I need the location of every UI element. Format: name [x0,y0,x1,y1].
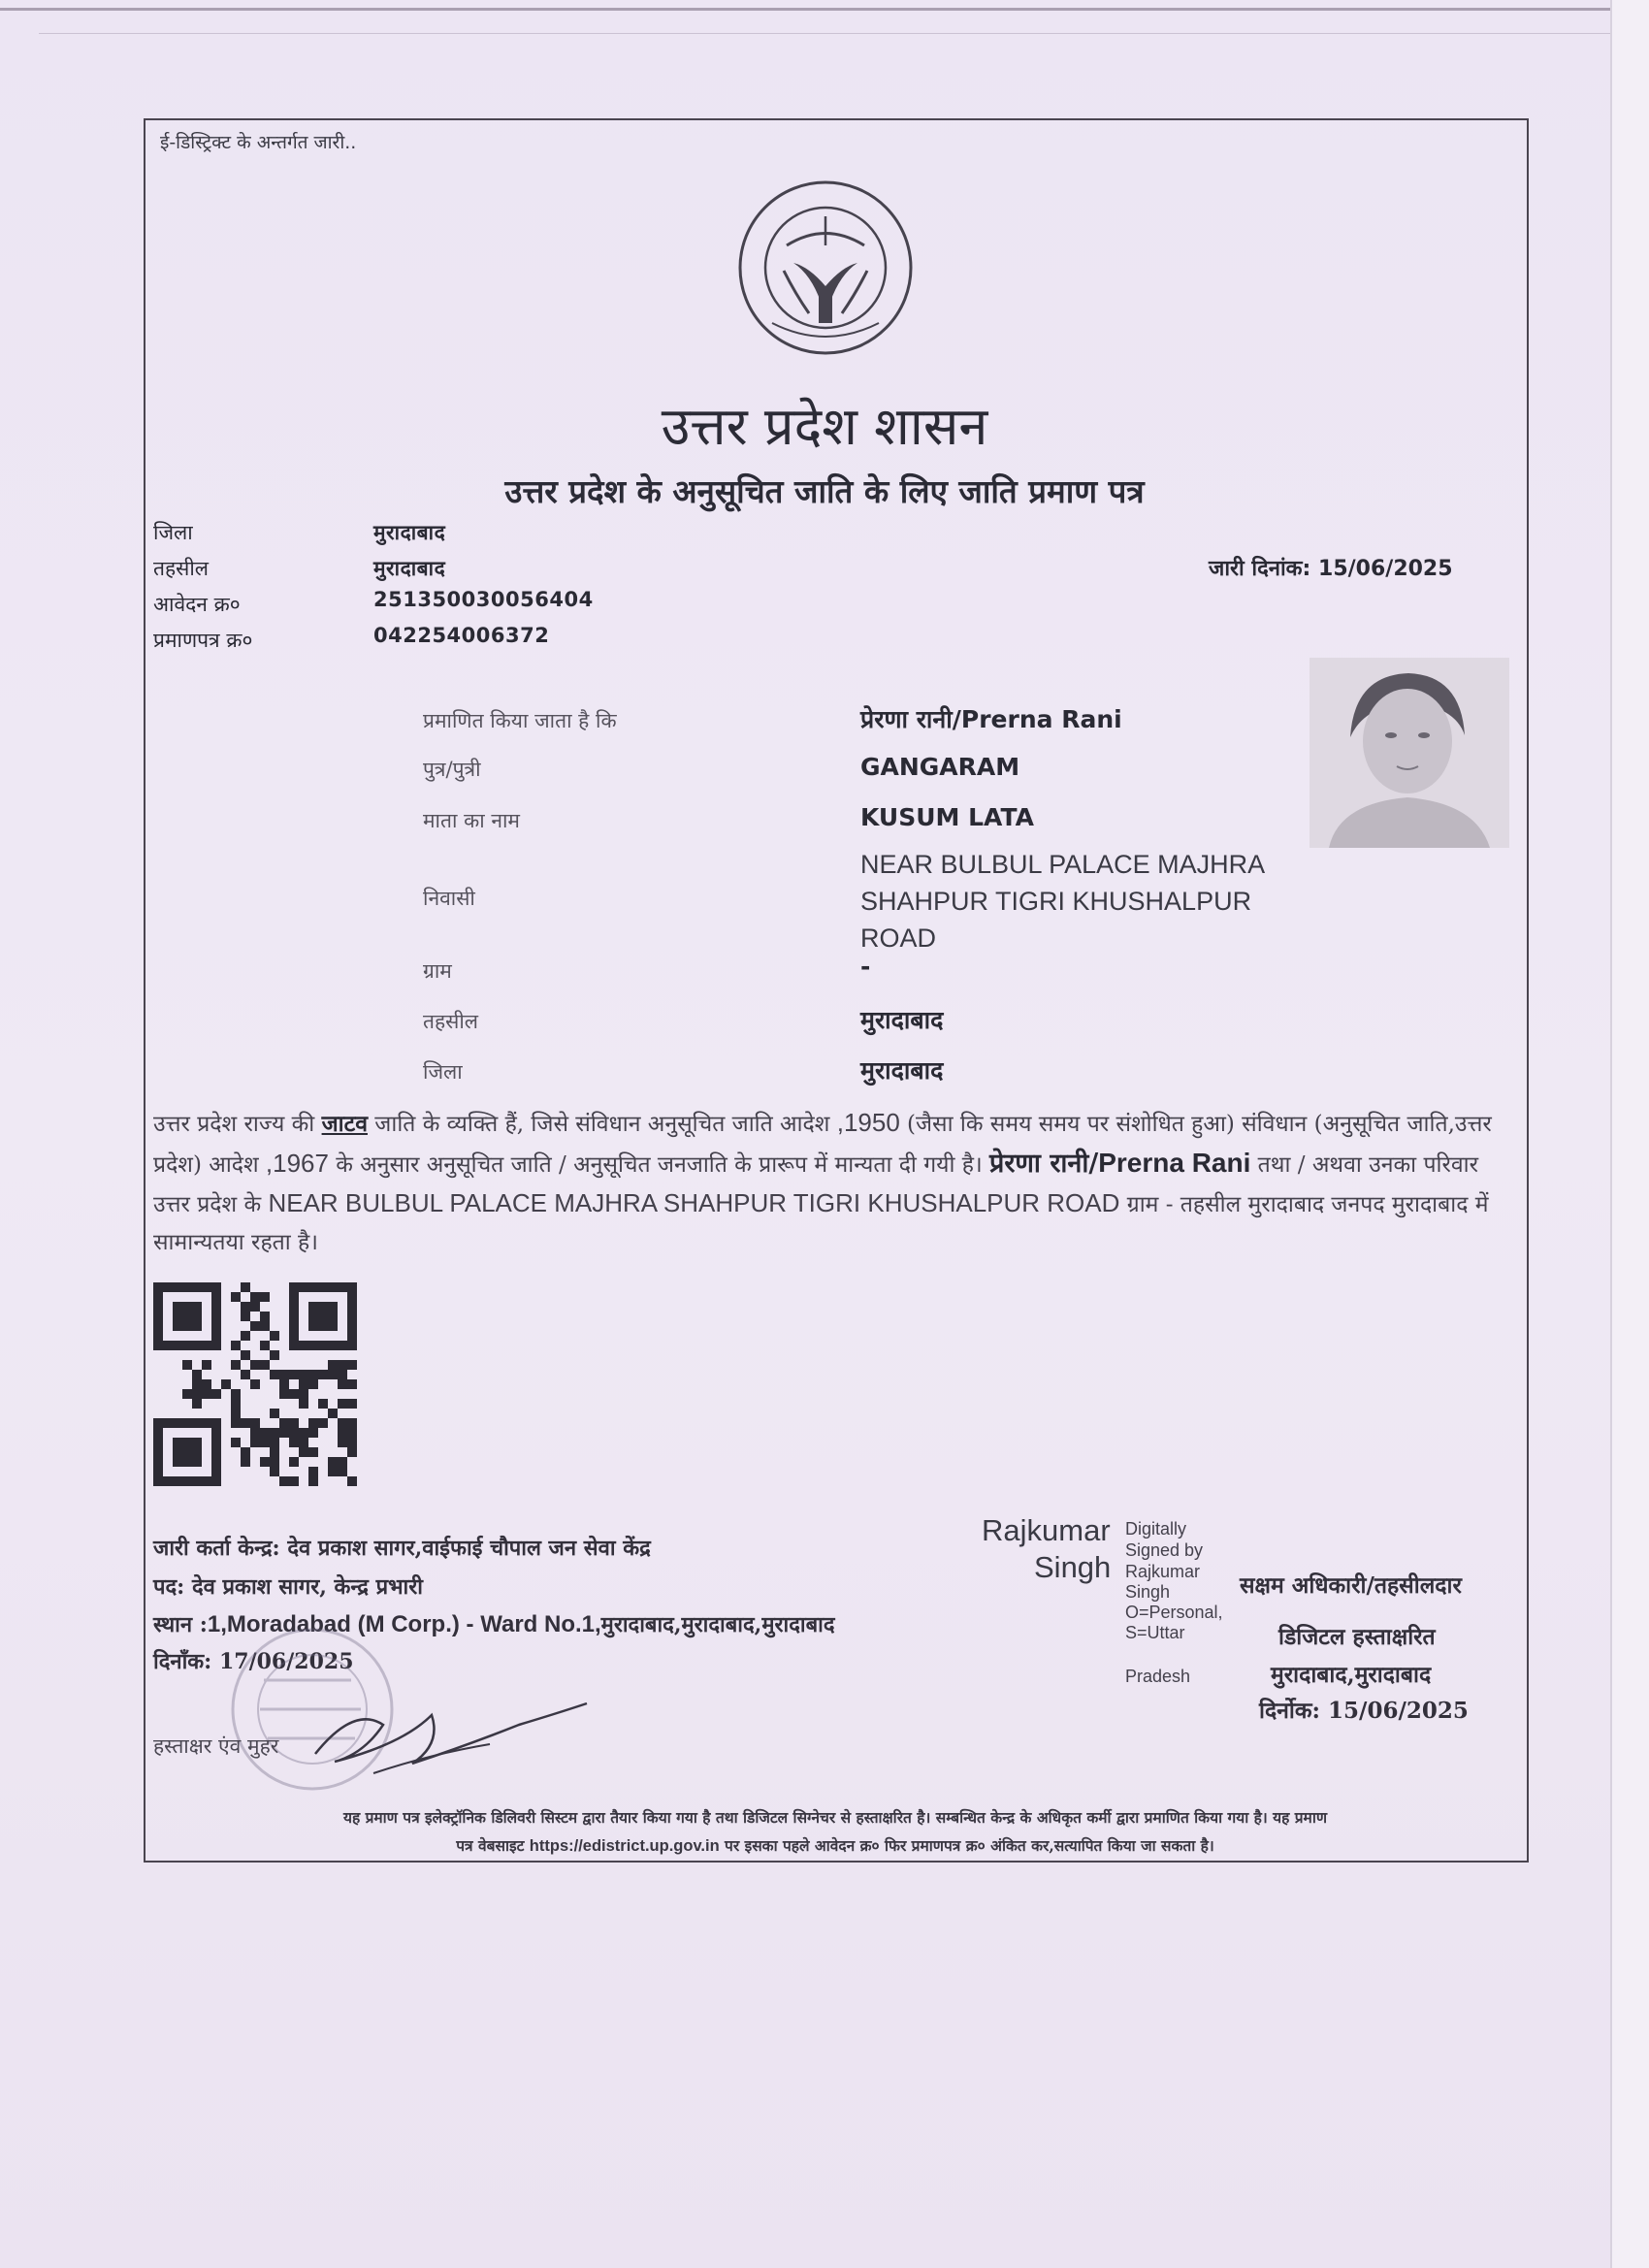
issuer-place-ward: 1,Moradabad (M Corp.) - Ward No.1, [207,1611,601,1637]
district-value: मुरादाबाद [860,1056,944,1085]
statement-name-hindi: प्रेरणा रानी/ [989,1149,1099,1179]
statement-part-7: तथा / अथवा उनका परिवार उत्तर प्रदेश के [153,1152,1479,1217]
meta-application-no-value: 251350030056404 [373,588,594,611]
statement-year-1950: ,1950 [836,1108,908,1137]
digital-sign-meta-6: S=Uttar [1125,1623,1185,1642]
officer-title: सक्षम अधिकारी/तहसीलदार [1240,1572,1462,1599]
meta-district-label: जिला [153,521,193,544]
resident-label: निवासी [423,887,475,910]
verification-qr-code[interactable] [152,1282,358,1486]
footer-line2-end: पर इसका पहले आवेदन क्र० फिर प्रमाणपत्र क्र० अंकित कर,सत्यापित किया जा सकता है। [719,1836,1214,1855]
verification-url-link[interactable]: https://edistrict.up.gov.in [529,1837,720,1855]
issuer-place-district: मुरादाबाद,मुरादाबाद,मुरादाबाद [600,1612,835,1637]
meta-certificate-no-value: 042254006372 [373,624,550,647]
meta-district-value: मुरादाबाद [373,521,446,544]
caste-name: जाटव [321,1111,368,1137]
portrait-icon [1310,658,1509,848]
statement-part-1: उत्तर प्रदेश राज्य की [153,1112,322,1137]
footer-disclaimer-line2 [146,1834,1525,1856]
meta-certificate-no-label: प्रमाणपत्र क्र० [153,629,253,652]
issuer-post: पद: देव प्रकाश सागर, केन्द्र प्रभारी [153,1574,423,1600]
digital-sign-meta-5: O=Personal, [1125,1603,1223,1622]
scan-right-margin [1610,0,1649,2268]
statement-part-8: ग्राम - तहसील मुरादाबाद जनपद मुरादाबाद में सामान्यतया रहता है। [153,1192,1489,1255]
digital-sign-meta-7: Pradesh [1125,1667,1191,1686]
tehsil-label: तहसील [423,1010,478,1033]
child-of-label: पुत्र/पुत्री [423,758,481,781]
statement-part-4: (जैसा कि समय समय पर संशोधित हुआ) संविधान (अनुसूचित जाति,उत्तर प्रदेश) आदेश [153,1112,1492,1178]
statement-person-name [989,1149,1250,1179]
village-label: ग्राम [423,959,452,983]
mother-name: KUSUM LATA [860,803,1034,831]
up-government-emblem-icon [735,178,916,358]
scan-edge-line [0,8,1649,11]
government-heading: उत्तर प्रदेश शासन [661,396,988,457]
certificate-title: उत्तर प्रदेश के अनुसूचित जाति के लिए जाति प्रमाण पत्र [504,472,1145,510]
digital-sign-meta-1: Digitally [1125,1519,1187,1539]
officer-sign-date: दिर्नोक: 15/06/2025 [1259,1698,1469,1724]
handwritten-signature-icon [296,1686,606,1793]
digital-signer-name-first: Rajkumar [982,1513,1111,1547]
district-label: जिला [423,1060,463,1084]
issuer-place-label: स्थान : [153,1612,208,1637]
certificate-frame [144,118,1529,1863]
statement-name-english: Prerna Rani [1098,1148,1251,1178]
digital-signer-name-last: Singh [1034,1550,1112,1584]
resident-address: NEAR BULBUL PALACE MAJHRA SHAHPUR TIGRI KHUSHALPUR ROAD [860,850,1264,953]
meta-tehsil-label: तहसील [153,557,209,580]
statement-part-6: के अनुसार अनुसूचित जाति / अनुसूचित जनजाति के प्रारूप में मान्यता दी गयी है। [336,1152,989,1178]
issuing-center: जारी कर्ता केन्द्र: देव प्रकाश सागर,वाईफाई चौपाल जन सेवा केंद्र [153,1536,651,1561]
issue-date: जारी दिनांक: 15/06/2025 [1209,557,1453,581]
scan-edge-line-2 [39,33,1649,34]
digitally-signed-label: डिजिटल हस्ताक्षरित [1278,1624,1436,1650]
officer-place: मुरादाबाद,मुरादाबाद [1271,1662,1432,1688]
meta-application-no-label: आवेदन क्र० [153,593,241,616]
statement-address: NEAR BULBUL PALACE MAJHRA SHAHPUR TIGRI KHUSHALPUR ROAD [268,1188,1120,1217]
meta-tehsil-value: मुरादाबाद [373,557,446,580]
issued-under-edistrict: ई-डिस्ट्रिक्ट के अन्तर्गत जारी.. [160,132,357,153]
certificate-statement [153,1104,1506,1262]
certified-name: प्रेरणा रानी/Prerna Rani [860,705,1122,733]
issuer-date: दिनाँक: 17/06/2025 [153,1649,354,1674]
statement-part-2: जाति के व्यक्ति हैं, जिसे संविधान अनुसूचित जाति आदेश [367,1112,837,1137]
footer-disclaimer-line1: यह प्रमाण पत्र इलेक्ट्रॉनिक डिलिवरी सिस्टम द्वारा तैयार किया गया है तथा डिजिटल सिग्नेचर से हस्ताक्षरित है। सम्बन्धित केन्द्र के अधिकृत कर्मी द्वारा प्रमाणित किया गया है। यह प्रमाण [342,1808,1328,1827]
footer-line2-start: पत्र वेबसाइट [456,1836,530,1855]
applicant-photo [1310,658,1509,848]
tehsil-value: मुरादाबाद [860,1006,944,1034]
father-name: GANGARAM [860,753,1020,781]
signature-seal-label: हस्ताक्षर एंव मुहर [153,1734,279,1758]
mother-label: माता का नाम [423,809,520,832]
digital-sign-meta-3: Rajkumar [1125,1562,1201,1581]
digital-sign-meta-4: Singh [1125,1582,1171,1602]
village-value: - [860,953,871,981]
certified-label: प्रमाणित किया जाता है कि [423,709,617,732]
statement-year-1967: ,1967 [265,1149,337,1178]
digital-sign-meta-2: Signed by [1125,1540,1204,1560]
